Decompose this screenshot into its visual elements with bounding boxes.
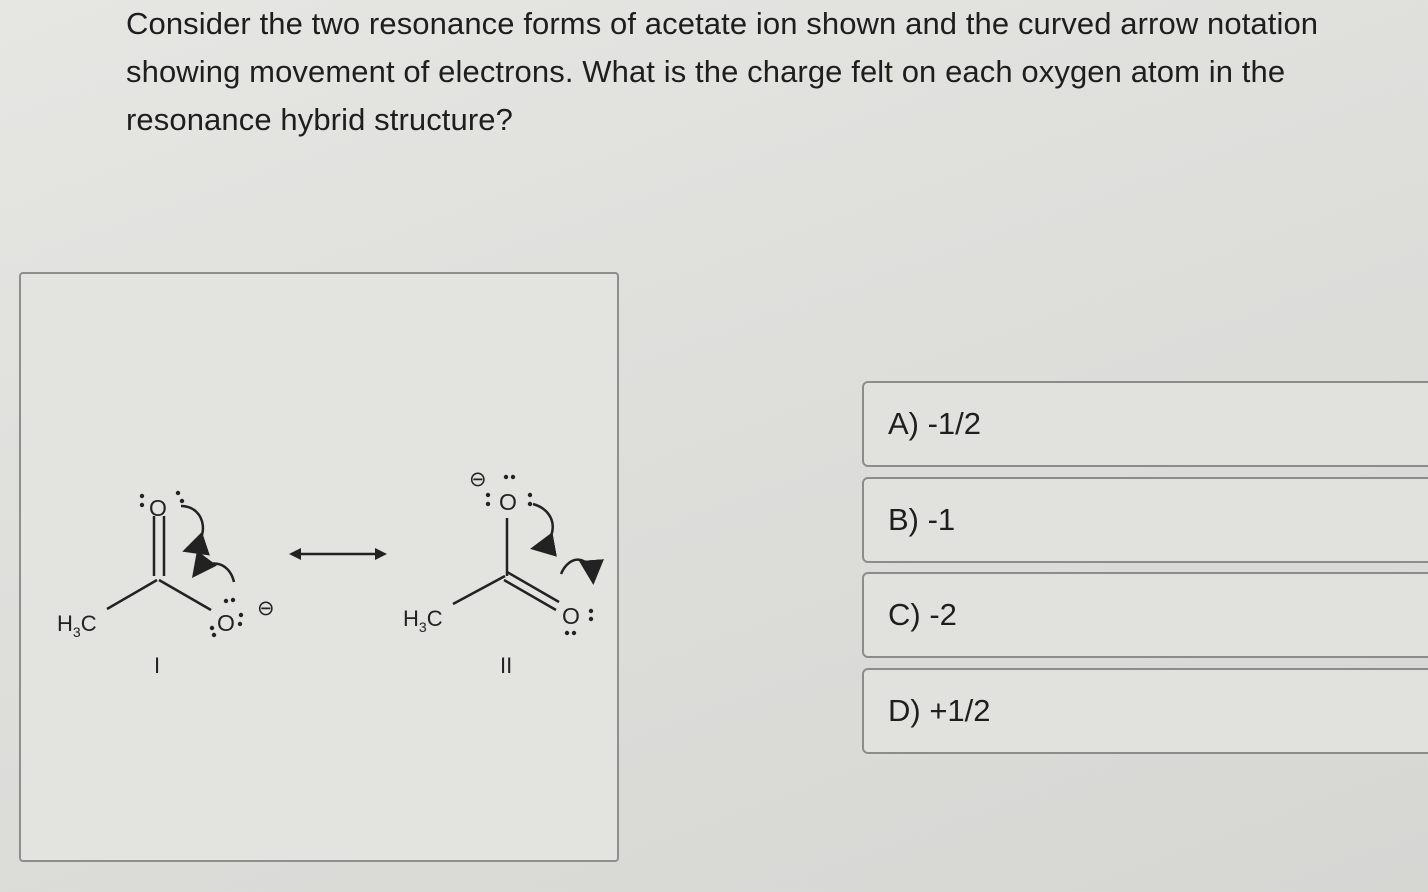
structure-2-oxygen-top: O bbox=[499, 489, 517, 515]
lone-pair-dot bbox=[511, 475, 515, 479]
structure-2-curved-arrow-2 bbox=[561, 560, 593, 580]
lone-pair-dot bbox=[589, 609, 593, 613]
lone-pair-dot bbox=[486, 493, 490, 497]
lone-pair-dot bbox=[140, 503, 144, 507]
lone-pair-dot bbox=[486, 502, 490, 506]
lone-pair-dot bbox=[239, 613, 243, 617]
lone-pair-dot bbox=[212, 633, 216, 637]
option-a-button[interactable]: A) -1/2 bbox=[862, 381, 1428, 467]
option-b-button[interactable]: B) -1 bbox=[862, 477, 1428, 563]
lone-pair-dot bbox=[210, 626, 214, 630]
structure-2 bbox=[403, 468, 593, 678]
structure-1-curved-arrow-1 bbox=[181, 506, 203, 550]
lone-pair-dot bbox=[180, 499, 184, 503]
structure-1-c-c-bond bbox=[107, 580, 157, 609]
lone-pair-dot bbox=[238, 622, 242, 626]
structure-2-c-c-bond bbox=[453, 576, 505, 604]
resonance-arrow-left-head bbox=[289, 548, 301, 560]
structure-2-oxygen-right: O bbox=[562, 603, 580, 629]
lone-pair-dot bbox=[528, 502, 532, 506]
resonance-figure bbox=[19, 272, 619, 862]
resonance-structures-diagram bbox=[21, 274, 621, 864]
lone-pair-dot bbox=[231, 598, 235, 602]
structure-1-curved-arrow-2 bbox=[195, 564, 234, 582]
option-d-button[interactable]: D) +1/2 bbox=[862, 668, 1428, 754]
structure-2-negative-charge: ⊖ bbox=[469, 468, 487, 491]
structure-1-negative-charge: ⊖ bbox=[257, 597, 275, 620]
resonance-double-arrow bbox=[289, 548, 387, 560]
question-text: Consider the two resonance forms of acetate ion shown and the curved arrow notation showing movement of electrons. What is the charge felt on each oxygen atom in the resonance hybrid structure? bbox=[126, 6, 1319, 137]
structure-1-oxygen-top: O bbox=[149, 495, 167, 521]
option-c-button[interactable]: C) -2 bbox=[862, 572, 1428, 658]
lone-pair-dot bbox=[140, 494, 144, 498]
lone-pair-dot bbox=[528, 493, 532, 497]
structure-2-curved-arrow-1 bbox=[533, 504, 553, 548]
lone-pair-dot bbox=[176, 491, 180, 495]
lone-pair-dot bbox=[224, 599, 228, 603]
structure-2-methyl-label: $H_3C$ bbox=[403, 606, 443, 635]
structure-1-methyl-label: $H_3C$ bbox=[57, 611, 97, 640]
lone-pair-dot bbox=[504, 475, 508, 479]
structure-2-label: II bbox=[500, 653, 513, 678]
structure-1 bbox=[57, 491, 275, 678]
structure-1-oxygen-right: O bbox=[217, 610, 235, 636]
structure-1-c-o-single-bond bbox=[159, 580, 211, 610]
structure-1-label: I bbox=[154, 653, 161, 678]
lone-pair-dot bbox=[565, 631, 569, 635]
lone-pair-dot bbox=[589, 617, 593, 621]
resonance-arrow-right-head bbox=[375, 548, 387, 560]
lone-pair-dot bbox=[572, 631, 576, 635]
